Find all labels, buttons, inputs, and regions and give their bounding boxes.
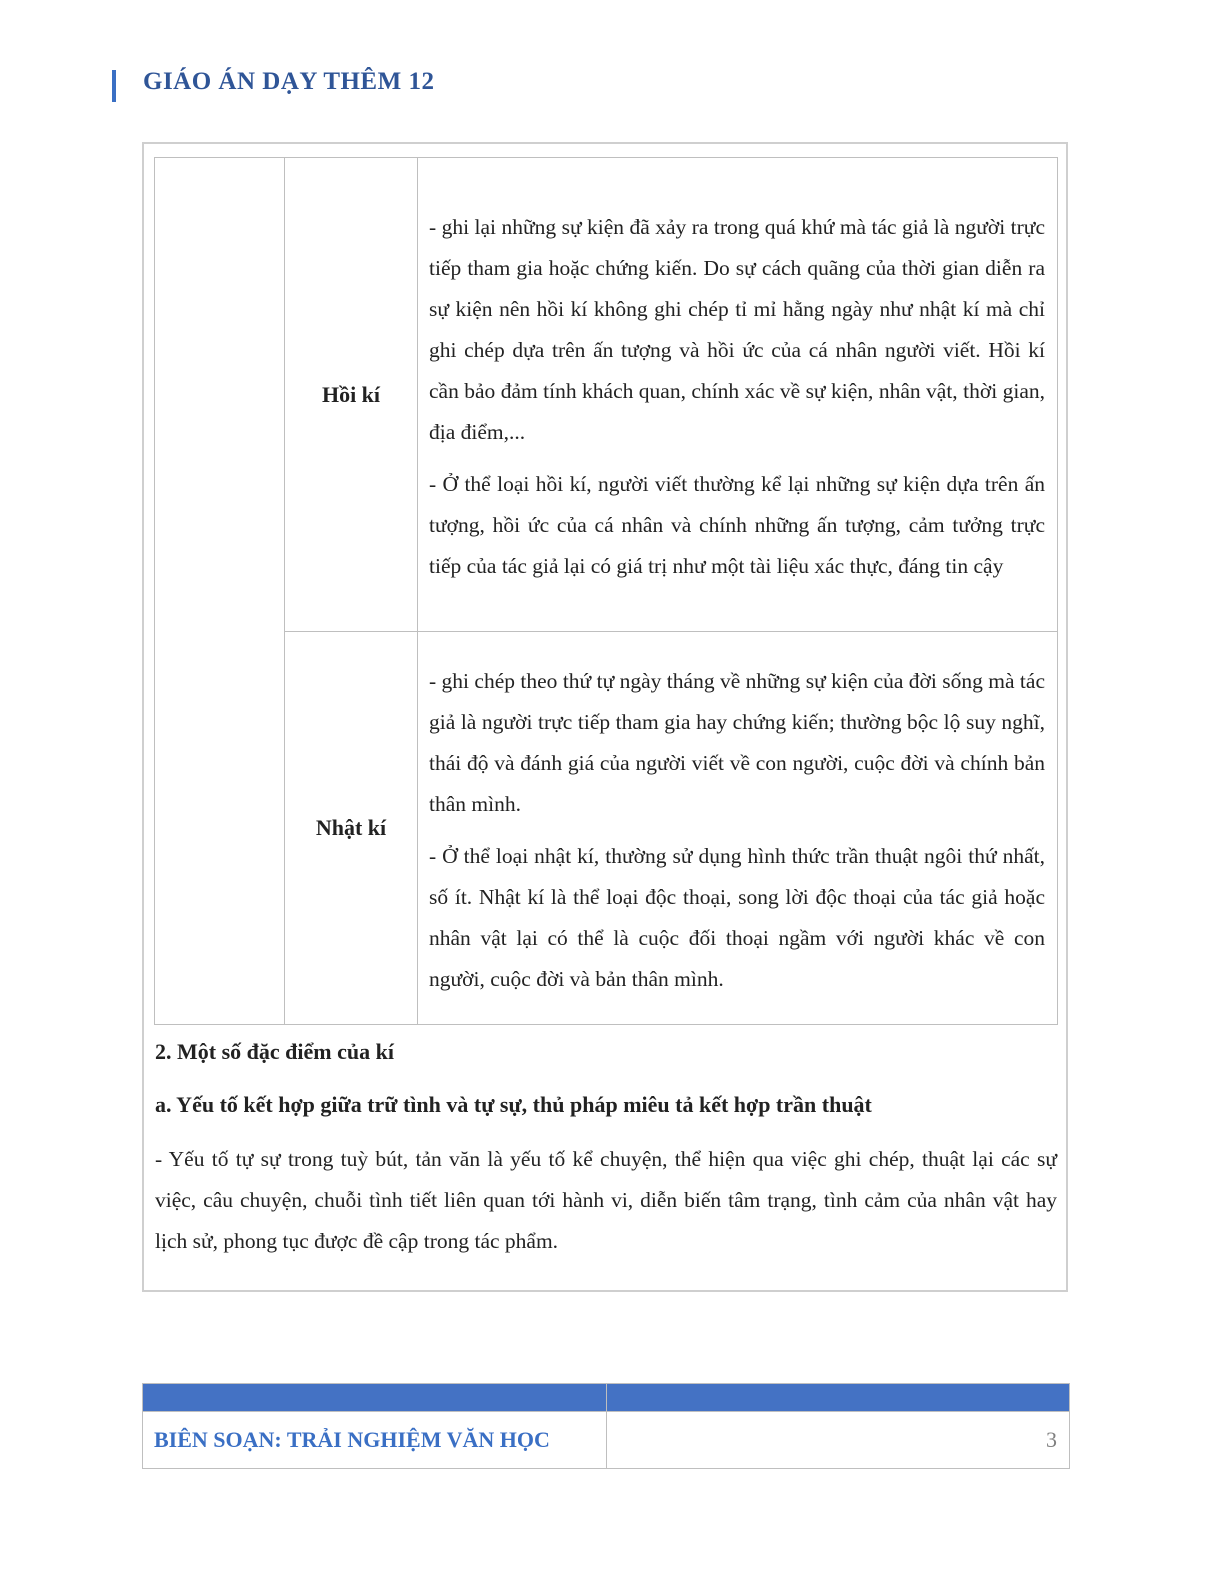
genre-label: Nhật kí <box>285 632 418 1025</box>
genre-table <box>154 157 1058 1025</box>
table-row <box>155 632 1058 1025</box>
description-paragraph: - Ở thể loại hồi kí, người viết thường kể lại những sự kiện dựa trên ấn tượng, hồi ức của cá nhân và chính những ấn tượng, cảm tưởng trực tiếp của tác giả lại có giá trị như một tài liệu xác thực, đáng tin cậy <box>429 471 1045 578</box>
section-subheading: a. Yếu tố kết hợp giữa trữ tình và tự sự, thủ pháp miêu tả kết hợp trần thuật <box>155 1092 872 1117</box>
genre-description <box>418 158 1058 632</box>
footer-accent-row <box>143 1384 1070 1412</box>
header-accent-bar <box>112 70 116 102</box>
table-row <box>155 158 1058 632</box>
footer-author: BIÊN SOẠN: TRẢI NGHIỆM VĂN HỌC <box>143 1412 607 1469</box>
description-paragraph: - Ở thể loại nhật kí, thường sử dụng hình thức trần thuật ngôi thứ nhất, số ít. Nhật kí là thể loại độc thoại, song lời độc thoại của tác giả hoặc nhân vật lại có thể là cuộc đối thoại ngầm với người khác về con người, cuộc đời và bản thân mình. <box>429 843 1045 991</box>
page-number: 3 <box>606 1412 1070 1469</box>
page-footer <box>142 1383 1070 1469</box>
empty-cell <box>155 158 285 1025</box>
footer-row <box>143 1412 1070 1469</box>
section-paragraph: - Yếu tố tự sự trong tuỳ bút, tản văn là yếu tố kể chuyện, thể hiện qua việc ghi chép, thuật lại các sự việc, câu chuyện, chuỗi tình tiết liên quan tới hành vi, diễn biến tâm trạng, tình cảm của nhân vật hay lịch sử, phong tục được đề cập trong tác phẩm. <box>155 1147 1057 1253</box>
description-paragraph: - ghi chép theo thứ tự ngày tháng về những sự kiện của đời sống mà tác giả là người trực tiếp tham gia hay chứng kiến; thường bộc lộ suy nghĩ, thái độ và đánh giá của người viết về con người, cuộc đời và chính bản thân mình. <box>429 668 1045 816</box>
genre-description <box>418 632 1058 1025</box>
description-paragraph: - ghi lại những sự kiện đã xảy ra trong quá khứ mà tác giả là người trực tiếp tham gia hoặc chứng kiến. Do sự cách quãng của thời gian diễn ra sự kiện nên hồi kí không ghi chép tỉ mỉ hằng ngày như nhật kí mà chỉ ghi chép dựa trên ấn tượng và hồi ức của cá nhân người viết. Hồi kí cần bảo đảm tính khách quan, chính xác về sự kiện, nhân vật, thời gian, địa điểm,... <box>429 214 1045 444</box>
section-heading: 2. Một số đặc điểm của kí <box>155 1039 394 1064</box>
page-header-title: GIÁO ÁN DẠY THÊM 12 <box>143 68 435 95</box>
genre-label: Hồi kí <box>285 158 418 632</box>
